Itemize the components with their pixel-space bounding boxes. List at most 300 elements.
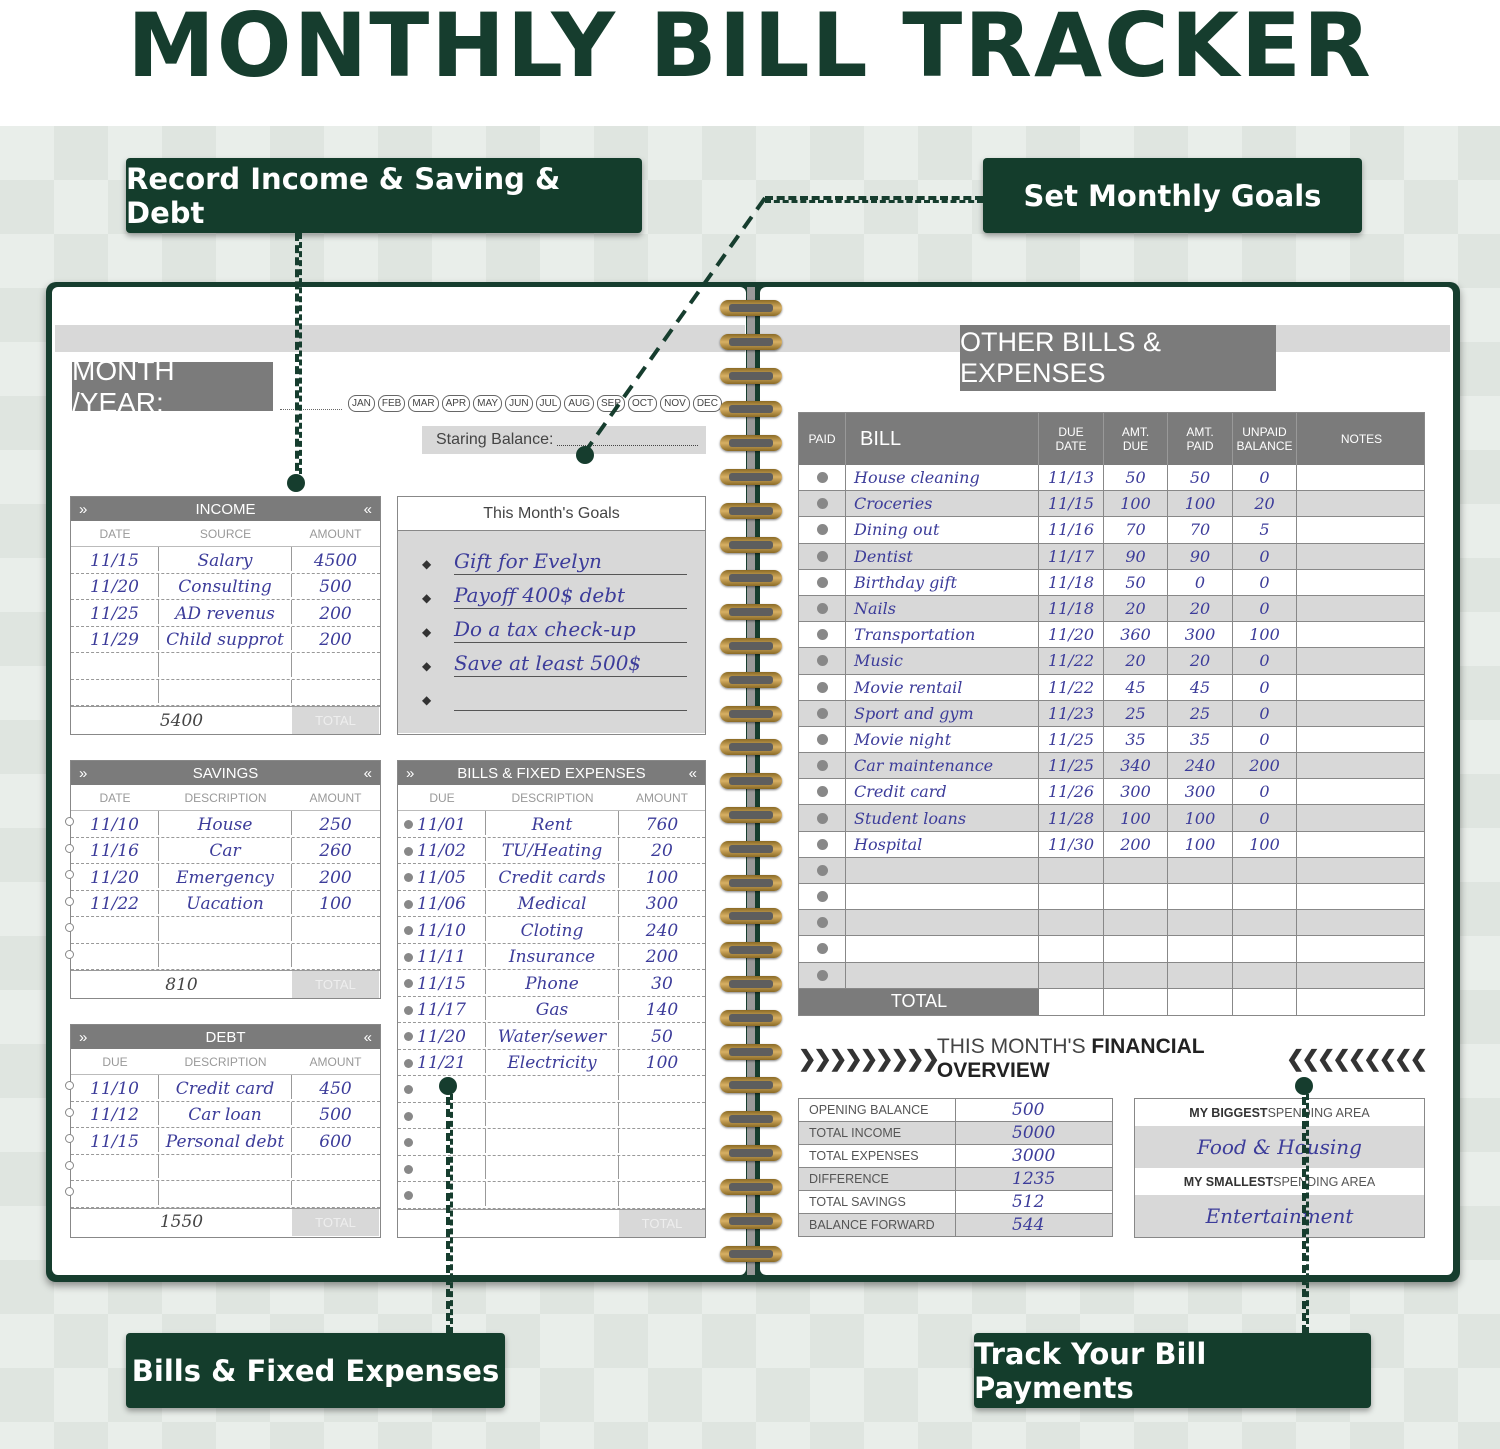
cell[interactable]: Car [159, 838, 292, 862]
cell[interactable]: Medical [486, 891, 619, 915]
bill-cell[interactable]: 0 [1233, 648, 1297, 673]
month-chip[interactable]: SEP [597, 395, 625, 412]
cell[interactable]: Child supprot [159, 627, 292, 651]
bill-cell[interactable]: 90 [1168, 544, 1233, 569]
bill-cell[interactable]: 11/26 [1039, 779, 1104, 804]
month-chip[interactable]: FEB [378, 395, 405, 412]
paid-checkbox[interactable] [799, 465, 846, 490]
cell[interactable]: Water/sewer [486, 1023, 619, 1047]
cell[interactable]: 11/05 [398, 864, 486, 888]
bill-cell[interactable]: 5 [1233, 517, 1297, 542]
bill-cell[interactable]: 11/25 [1039, 753, 1104, 778]
cell[interactable]: 4500 [313, 550, 358, 571]
bill-cell[interactable]: 50 [1104, 570, 1168, 595]
bill-notes[interactable] [1297, 596, 1426, 621]
paid-checkbox[interactable] [799, 648, 846, 673]
bill-cell[interactable] [1168, 963, 1233, 988]
table-row [398, 917, 705, 944]
paid-checkbox[interactable] [799, 596, 846, 621]
bill-notes[interactable] [1297, 963, 1426, 988]
cell[interactable]: Credit cards [486, 864, 619, 888]
bill-cell[interactable]: 300 [1168, 779, 1233, 804]
cell[interactable] [292, 917, 379, 941]
cell[interactable] [486, 1076, 619, 1100]
col-paid: PAID [799, 413, 846, 465]
bill-cell[interactable]: 300 [1104, 779, 1168, 804]
cell[interactable] [292, 1155, 379, 1179]
bill-cell[interactable]: 70 [1168, 517, 1233, 542]
overview-value[interactable]: 3000 [1012, 1146, 1056, 1166]
cell[interactable]: 11/22 [71, 891, 159, 915]
cell[interactable]: Salary [159, 547, 292, 571]
cell[interactable] [619, 1129, 705, 1153]
bill-notes[interactable] [1297, 570, 1426, 595]
bill-cell[interactable]: 0 [1168, 570, 1233, 595]
paid-checkbox[interactable] [799, 570, 846, 595]
cell[interactable] [486, 1129, 619, 1153]
cell[interactable]: Personal debt [159, 1128, 292, 1152]
cell[interactable] [71, 680, 159, 704]
bill-cell[interactable] [1233, 910, 1297, 935]
bill-notes[interactable] [1297, 936, 1426, 961]
bill-cell[interactable] [1104, 936, 1168, 961]
bill-cell[interactable]: 0 [1233, 701, 1297, 726]
other-bills-title: OTHER BILLS & EXPENSES [960, 325, 1276, 391]
bullet-icon [404, 979, 413, 988]
cell[interactable]: 200 [645, 947, 679, 967]
bill-cell[interactable] [1168, 884, 1233, 909]
cell[interactable]: Credit card [159, 1075, 292, 1099]
bill-name[interactable]: Car maintenance [846, 753, 1039, 778]
bill-name[interactable]: Croceries [846, 491, 1039, 516]
bill-notes[interactable] [1297, 779, 1426, 804]
paid-checkbox[interactable] [799, 910, 846, 935]
month-chip[interactable]: JAN [348, 395, 375, 412]
cell[interactable] [71, 917, 159, 941]
cell[interactable] [71, 1181, 159, 1205]
bill-cell[interactable]: 11/23 [1039, 701, 1104, 726]
cell[interactable] [619, 1182, 705, 1206]
overview-value[interactable]: 512 [1012, 1192, 1045, 1212]
cell[interactable]: Uacation [159, 891, 292, 915]
bill-cell[interactable]: 0 [1233, 570, 1297, 595]
paid-checkbox[interactable] [799, 779, 846, 804]
chevron-right-icon: » [406, 764, 415, 782]
cell[interactable] [292, 1181, 379, 1205]
cell[interactable]: Cloting [486, 917, 619, 941]
cell[interactable] [292, 944, 379, 968]
overview-row [799, 1122, 1112, 1145]
spending-areas [1134, 1098, 1425, 1238]
overview-value[interactable]: 500 [1012, 1100, 1045, 1120]
bill-cell[interactable]: 100 [1168, 832, 1233, 857]
cell[interactable]: 11/12 [71, 1102, 159, 1126]
goal-item[interactable] [422, 575, 687, 609]
bill-notes[interactable] [1297, 858, 1426, 883]
bill-cell[interactable]: 200 [1233, 753, 1297, 778]
cell[interactable] [159, 1155, 292, 1179]
income-title: INCOME [195, 500, 256, 518]
overview-value[interactable]: 5000 [1012, 1123, 1056, 1143]
paid-checkbox[interactable] [799, 963, 846, 988]
bills-total-row [799, 989, 1424, 1015]
overview-value[interactable]: 544 [1012, 1215, 1045, 1235]
binder-hole-icon [65, 1134, 74, 1143]
binder-hole-icon [65, 1108, 74, 1117]
bill-cell[interactable]: 0 [1233, 779, 1297, 804]
bill-cell[interactable] [1233, 858, 1297, 883]
bill-cell[interactable] [1039, 910, 1104, 935]
bill-cell[interactable]: 0 [1233, 596, 1297, 621]
paid-checkbox[interactable] [799, 832, 846, 857]
paid-checkbox[interactable] [799, 675, 846, 700]
month-chip[interactable]: DEC [693, 395, 722, 412]
bill-cell[interactable]: 11/15 [1039, 491, 1104, 516]
bill-cell[interactable]: 50 [1168, 465, 1233, 490]
bill-notes[interactable] [1297, 465, 1426, 490]
cell[interactable]: House [159, 811, 292, 835]
bill-cell[interactable]: 11/28 [1039, 805, 1104, 830]
cell[interactable] [71, 1155, 159, 1179]
bill-name[interactable]: Hospital [846, 832, 1039, 857]
cell[interactable]: 11/15 [71, 547, 159, 571]
bill-cell[interactable] [1039, 884, 1104, 909]
month-chip[interactable]: AUG [564, 395, 594, 412]
bill-name[interactable]: Transportation [846, 622, 1039, 647]
bill-cell[interactable]: 200 [1104, 832, 1168, 857]
bill-cell[interactable] [1233, 936, 1297, 961]
paid-checkbox[interactable] [799, 936, 846, 961]
cell[interactable]: 11/25 [71, 600, 159, 624]
bill-name[interactable] [846, 858, 1039, 883]
cell[interactable]: 11/15 [398, 970, 486, 994]
col-description: DESCRIPTION [184, 790, 267, 805]
cell[interactable] [486, 1182, 619, 1206]
bill-notes[interactable] [1297, 910, 1426, 935]
cell[interactable]: Electricity [486, 1050, 619, 1074]
cell[interactable]: 11/20 [71, 574, 159, 598]
binder-hole-icon [65, 950, 74, 959]
bill-name[interactable]: Dining out [846, 517, 1039, 542]
smallest-spending-value[interactable]: Entertainment [1135, 1195, 1424, 1237]
month-chip[interactable]: MAY [473, 395, 502, 412]
cell[interactable]: 11/20 [398, 1023, 486, 1047]
bill-cell[interactable]: 300 [1168, 622, 1233, 647]
paid-checkbox[interactable] [799, 622, 846, 647]
cell[interactable]: 30 [651, 973, 673, 994]
cell[interactable]: 11/02 [398, 838, 486, 862]
bill-cell[interactable]: 0 [1233, 675, 1297, 700]
cell[interactable] [486, 1103, 619, 1127]
bill-cell[interactable]: 70 [1104, 517, 1168, 542]
cell[interactable]: 11/01 [398, 811, 486, 835]
bill-cell[interactable] [1104, 884, 1168, 909]
cell[interactable]: 200 [319, 603, 352, 624]
cell[interactable]: 200 [319, 630, 352, 650]
cell[interactable]: 450 [319, 1078, 352, 1099]
bill-cell[interactable]: 11/22 [1039, 648, 1104, 673]
bill-notes[interactable] [1297, 622, 1426, 647]
cell[interactable]: 11/20 [71, 864, 159, 888]
connector-dot [1295, 1077, 1313, 1095]
bill-cell[interactable]: 11/20 [1039, 622, 1104, 647]
biggest-spending-value[interactable]: Food & Housing [1135, 1126, 1424, 1168]
bill-cell[interactable]: 20 [1104, 596, 1168, 621]
bill-cell[interactable] [1039, 858, 1104, 883]
cell[interactable]: Phone [486, 970, 619, 994]
overview-value[interactable]: 1235 [1012, 1169, 1056, 1189]
bill-name[interactable]: Movie rentail [846, 675, 1039, 700]
cell[interactable]: 100 [645, 867, 679, 888]
cell[interactable]: 250 [319, 814, 352, 835]
overview-row [799, 1099, 1112, 1122]
cell[interactable] [292, 680, 379, 704]
goal-item[interactable] [422, 643, 687, 677]
bill-cell[interactable] [1168, 858, 1233, 883]
bill-notes[interactable] [1297, 805, 1426, 830]
cell[interactable] [159, 917, 292, 941]
paid-dot-icon [817, 498, 828, 509]
bill-cell[interactable]: 100 [1233, 622, 1297, 647]
cell[interactable]: 600 [319, 1131, 352, 1152]
bill-cell[interactable]: 45 [1104, 675, 1168, 700]
bill-cell[interactable]: 0 [1233, 465, 1297, 490]
paid-checkbox[interactable] [799, 701, 846, 726]
bill-cell[interactable]: 11/25 [1039, 727, 1104, 752]
cell[interactable]: 100 [645, 1053, 679, 1073]
cell[interactable]: 50 [651, 1026, 673, 1047]
cell[interactable]: 11/15 [71, 1128, 159, 1152]
cell[interactable]: 260 [319, 841, 352, 861]
bill-notes[interactable] [1297, 491, 1426, 516]
table-row [71, 1102, 380, 1129]
cell[interactable] [619, 1156, 705, 1180]
cell[interactable] [159, 653, 292, 677]
col-due: DUE [429, 790, 455, 805]
month-chip[interactable]: JUL [536, 395, 562, 412]
cell[interactable] [619, 1103, 705, 1127]
bill-notes[interactable] [1297, 544, 1426, 569]
bill-cell[interactable]: 100 [1104, 805, 1168, 830]
bill-notes[interactable] [1297, 832, 1426, 857]
month-chip[interactable]: APR [442, 395, 471, 412]
bill-name[interactable]: Music [846, 648, 1039, 673]
spiral-coil [720, 604, 782, 620]
bill-row [799, 675, 1424, 701]
bill-cell[interactable] [1104, 910, 1168, 935]
paid-checkbox[interactable] [799, 805, 846, 830]
bill-cell[interactable]: 35 [1104, 727, 1168, 752]
month-chip[interactable]: JUN [505, 395, 532, 412]
cell[interactable]: 100 [319, 894, 352, 914]
cell[interactable]: 11/29 [71, 627, 159, 651]
cell[interactable] [159, 944, 292, 968]
bill-notes[interactable] [1297, 727, 1426, 752]
cell[interactable] [619, 1076, 705, 1100]
bill-row [799, 701, 1424, 727]
bill-row [799, 963, 1424, 989]
cell[interactable]: Consulting [159, 574, 292, 598]
bill-name[interactable]: Sport and gym [846, 701, 1039, 726]
bill-notes[interactable] [1297, 884, 1426, 909]
bill-cell[interactable] [1168, 910, 1233, 935]
bill-cell[interactable]: 11/16 [1039, 517, 1104, 542]
bills-total-label: TOTAL [799, 989, 1039, 1015]
cell[interactable]: 20 [651, 841, 673, 861]
bill-cell[interactable]: 0 [1233, 544, 1297, 569]
bill-cell[interactable]: 25 [1168, 701, 1233, 726]
paid-checkbox[interactable] [799, 753, 846, 778]
bill-name[interactable]: House cleaning [846, 465, 1039, 490]
goal-text: Save at least 500$ [454, 649, 687, 677]
bill-cell[interactable]: 11/18 [1039, 570, 1104, 595]
cell[interactable]: Car loan [159, 1102, 292, 1126]
table-row [71, 547, 380, 574]
bill-name[interactable]: Birthday gift [846, 570, 1039, 595]
paid-checkbox[interactable] [799, 727, 846, 752]
cell[interactable]: 11/17 [398, 997, 486, 1021]
bill-name[interactable] [846, 963, 1039, 988]
fixed-columns [398, 785, 705, 811]
cell[interactable]: AD revenus [159, 600, 292, 624]
bill-cell[interactable]: 100 [1168, 805, 1233, 830]
bill-cell[interactable] [1168, 936, 1233, 961]
bill-cell[interactable]: 11/18 [1039, 596, 1104, 621]
bill-name[interactable] [846, 936, 1039, 961]
paid-dot-icon [817, 472, 828, 483]
bill-cell[interactable]: 11/13 [1039, 465, 1104, 490]
cell[interactable]: 11/21 [398, 1050, 486, 1074]
cell[interactable]: 11/11 [398, 944, 486, 968]
bill-cell[interactable]: 11/22 [1039, 675, 1104, 700]
bill-name[interactable]: Dentist [846, 544, 1039, 569]
bill-name[interactable]: Movie night [846, 727, 1039, 752]
table-row [71, 1155, 380, 1182]
paid-checkbox[interactable] [799, 491, 846, 516]
bill-cell[interactable]: 20 [1233, 491, 1297, 516]
bill-cell[interactable]: 25 [1104, 701, 1168, 726]
cell[interactable]: 240 [645, 920, 679, 941]
bill-row [799, 570, 1424, 596]
bill-name[interactable] [846, 884, 1039, 909]
bill-name[interactable] [846, 910, 1039, 935]
bill-cell[interactable]: 0 [1233, 727, 1297, 752]
bill-cell[interactable]: 20 [1168, 648, 1233, 673]
bill-name[interactable]: Student loans [846, 805, 1039, 830]
goals-list [398, 531, 705, 733]
goal-item[interactable] [422, 541, 687, 575]
spiral-coil [720, 942, 782, 958]
bill-cell[interactable]: 90 [1104, 544, 1168, 569]
cell[interactable]: Gas [486, 997, 619, 1021]
cell[interactable]: 140 [645, 1000, 679, 1020]
cell[interactable]: 760 [645, 814, 679, 835]
spiral-coil [720, 773, 782, 789]
cell[interactable]: 500 [319, 1105, 352, 1125]
cell[interactable]: 500 [319, 577, 352, 597]
bill-cell[interactable]: 11/17 [1039, 544, 1104, 569]
bill-cell[interactable]: 45 [1168, 675, 1233, 700]
cell[interactable] [71, 653, 159, 677]
bill-cell[interactable] [1104, 858, 1168, 883]
cell[interactable]: TU/Heating [486, 838, 619, 862]
bill-cell[interactable]: 100 [1104, 491, 1168, 516]
bill-notes[interactable] [1297, 648, 1426, 673]
bill-name[interactable]: Nails [846, 596, 1039, 621]
bill-row [799, 727, 1424, 753]
bill-cell[interactable] [1104, 963, 1168, 988]
bill-cell[interactable] [1039, 963, 1104, 988]
cell[interactable]: 11/10 [398, 917, 486, 941]
cell[interactable]: 11/10 [71, 811, 159, 835]
paid-checkbox[interactable] [799, 544, 846, 569]
month-year-line[interactable] [280, 409, 342, 410]
month-chip[interactable]: OCT [628, 395, 657, 412]
income-rows [71, 547, 380, 706]
savings-columns [71, 785, 380, 811]
cell[interactable] [159, 680, 292, 704]
month-chip[interactable]: NOV [660, 395, 690, 412]
bill-cell[interactable]: 0 [1233, 805, 1297, 830]
cell[interactable]: 300 [645, 894, 679, 914]
cell[interactable]: 200 [319, 867, 352, 888]
savings-total-row [71, 970, 380, 998]
bill-cell[interactable]: 20 [1104, 648, 1168, 673]
bill-cell[interactable] [1039, 936, 1104, 961]
paid-checkbox[interactable] [799, 517, 846, 542]
bill-cell[interactable]: 240 [1168, 753, 1233, 778]
bill-cell[interactable]: 11/30 [1039, 832, 1104, 857]
bill-name[interactable]: Credit card [846, 779, 1039, 804]
cell[interactable]: Rent [486, 811, 619, 835]
cell[interactable] [292, 653, 379, 677]
bill-notes[interactable] [1297, 675, 1426, 700]
bill-cell[interactable] [1233, 963, 1297, 988]
spiral-coil [720, 807, 782, 823]
col-amount: AMOUNT [309, 1054, 362, 1069]
col-unpaid-balance: UNPAID BALANCE [1233, 413, 1297, 465]
cell[interactable]: 11/10 [71, 1075, 159, 1099]
bill-cell[interactable]: 360 [1104, 622, 1168, 647]
month-chip[interactable]: MAR [408, 395, 438, 412]
cell[interactable]: Insurance [486, 944, 619, 968]
cell[interactable]: 11/06 [398, 891, 486, 915]
paid-checkbox[interactable] [799, 884, 846, 909]
cell[interactable] [486, 1156, 619, 1180]
bill-cell[interactable]: 100 [1233, 832, 1297, 857]
bill-cell[interactable]: 340 [1104, 753, 1168, 778]
paid-checkbox[interactable] [799, 858, 846, 883]
bill-notes[interactable] [1297, 517, 1426, 542]
overview-label: OPENING BALANCE [799, 1099, 956, 1121]
cell[interactable]: 11/16 [71, 838, 159, 862]
bill-cell[interactable]: 50 [1104, 465, 1168, 490]
bill-notes[interactable] [1297, 701, 1426, 726]
goal-item[interactable] [422, 677, 687, 711]
cell[interactable] [159, 1181, 292, 1205]
bill-cell[interactable]: 20 [1168, 596, 1233, 621]
cell[interactable]: Emergency [159, 864, 292, 888]
cell[interactable] [71, 944, 159, 968]
goal-item[interactable] [422, 609, 687, 643]
bullet-icon [404, 1059, 413, 1068]
bill-notes[interactable] [1297, 753, 1426, 778]
bill-cell[interactable] [1233, 884, 1297, 909]
bill-cell[interactable]: 100 [1168, 491, 1233, 516]
spiral-coil [720, 739, 782, 755]
bill-cell[interactable]: 35 [1168, 727, 1233, 752]
chevron-left-icon: « [363, 1028, 372, 1046]
